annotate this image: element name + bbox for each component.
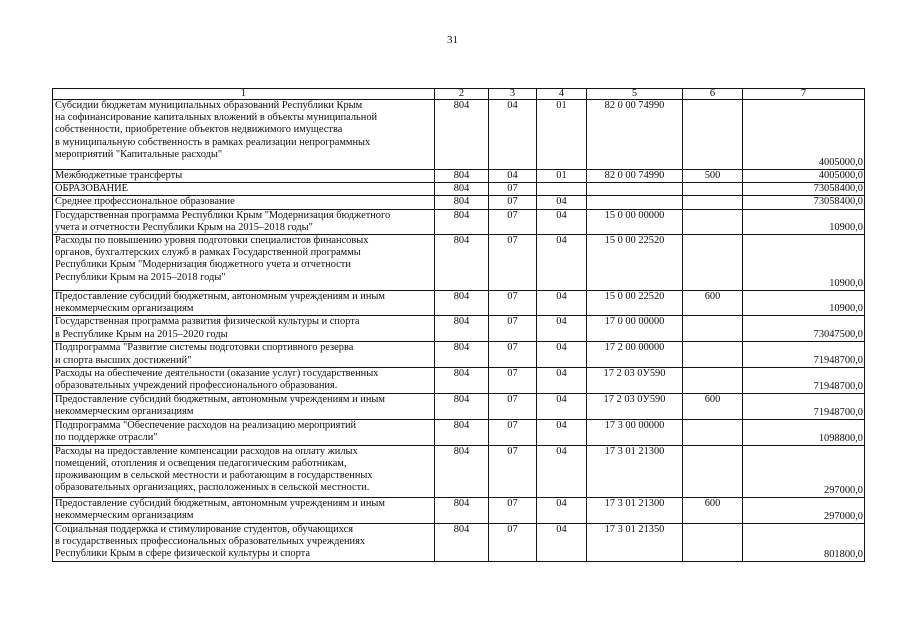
row-code-3-cell: 04 bbox=[489, 100, 537, 170]
row-code-2-cell: 804 bbox=[435, 316, 489, 342]
header-cell-7: 7 bbox=[743, 89, 865, 100]
row-name-cell: Расходы на предоставление компенсации расходов на оплату жилых помещений, отопления и освещения педагогическим работникам, проживающим в сельской местности и работающим в государственных образовательных организациях, расположенных в сельской местности. bbox=[53, 445, 435, 497]
row-code-3-cell: 07 bbox=[489, 393, 537, 419]
table-row bbox=[53, 291, 865, 316]
row-code-4-cell: 04 bbox=[537, 209, 587, 234]
row-code-4-cell: 04 bbox=[537, 497, 587, 523]
row-name-cell: Подпрограмма "Обеспечение расходов на реализацию мероприятий по поддержке отрасли" bbox=[53, 419, 435, 445]
header-row bbox=[53, 89, 865, 100]
row-amount-cell: 1098800,0 bbox=[743, 419, 865, 445]
row-name-cell: ОБРАЗОВАНИЕ bbox=[53, 183, 435, 196]
row-code-4-cell: 04 bbox=[537, 367, 587, 393]
row-code-3-cell: 07 bbox=[489, 367, 537, 393]
row-code-2-cell: 804 bbox=[435, 209, 489, 234]
row-code-6-cell bbox=[683, 419, 743, 445]
row-code-5-cell: 17 2 03 0У590 bbox=[587, 393, 683, 419]
header-cell-5: 5 bbox=[587, 89, 683, 100]
row-code-5-cell: 17 2 03 0У590 bbox=[587, 367, 683, 393]
row-code-6-cell bbox=[683, 523, 743, 561]
row-amount-cell: 801800,0 bbox=[743, 523, 865, 561]
row-code-3-cell: 07 bbox=[489, 196, 537, 209]
table-row bbox=[53, 183, 865, 196]
row-code-2-cell: 804 bbox=[435, 445, 489, 497]
row-amount-cell: 10900,0 bbox=[743, 209, 865, 234]
row-code-6-cell bbox=[683, 196, 743, 209]
row-code-3-cell: 07 bbox=[489, 183, 537, 196]
row-code-5-cell: 17 3 01 21300 bbox=[587, 445, 683, 497]
row-code-2-cell: 804 bbox=[435, 100, 489, 170]
header-cell-6: 6 bbox=[683, 89, 743, 100]
row-code-2-cell: 804 bbox=[435, 235, 489, 291]
row-code-4-cell: 04 bbox=[537, 316, 587, 342]
table-row bbox=[53, 367, 865, 393]
row-code-2-cell: 804 bbox=[435, 523, 489, 561]
row-code-2-cell: 804 bbox=[435, 367, 489, 393]
table-row bbox=[53, 523, 865, 561]
row-name-cell: Расходы на обеспечение деятельности (оказание услуг) государственных образовательных учреждений профессионального образования. bbox=[53, 367, 435, 393]
row-amount-cell: 73047500,0 bbox=[743, 316, 865, 342]
row-name-cell: Предоставление субсидий бюджетным, автономным учреждениям и иным некоммерческим организациям bbox=[53, 497, 435, 523]
row-code-5-cell: 15 0 00 22520 bbox=[587, 235, 683, 291]
row-amount-cell: 4005000,0 bbox=[743, 170, 865, 183]
row-amount-cell: 71948700,0 bbox=[743, 367, 865, 393]
row-name-cell: Социальная поддержка и стимулирование студентов, обучающихся в государственных профессиональных образовательных учреждениях Республики Крым в сфере физической культуры и спорта bbox=[53, 523, 435, 561]
table-row bbox=[53, 497, 865, 523]
row-name-cell: Предоставление субсидий бюджетным, автономным учреждениям и иным некоммерческим организациям bbox=[53, 291, 435, 316]
row-code-3-cell: 07 bbox=[489, 235, 537, 291]
row-code-2-cell: 804 bbox=[435, 170, 489, 183]
row-code-3-cell: 07 bbox=[489, 419, 537, 445]
header-cell-3: 3 bbox=[489, 89, 537, 100]
budget-table bbox=[52, 88, 865, 562]
header-cell-2: 2 bbox=[435, 89, 489, 100]
row-code-3-cell: 07 bbox=[489, 316, 537, 342]
row-code-5-cell bbox=[587, 183, 683, 196]
row-code-6-cell: 600 bbox=[683, 291, 743, 316]
row-code-6-cell bbox=[683, 235, 743, 291]
row-amount-cell: 10900,0 bbox=[743, 235, 865, 291]
row-code-4-cell: 01 bbox=[537, 170, 587, 183]
row-code-5-cell: 17 3 01 21300 bbox=[587, 497, 683, 523]
row-amount-cell: 73058400,0 bbox=[743, 183, 865, 196]
row-code-6-cell bbox=[683, 342, 743, 367]
table-row bbox=[53, 342, 865, 367]
header-cell-1: 1 bbox=[53, 89, 435, 100]
row-code-4-cell: 04 bbox=[537, 235, 587, 291]
row-amount-cell: 297000,0 bbox=[743, 497, 865, 523]
row-code-3-cell: 07 bbox=[489, 342, 537, 367]
row-name-cell: Предоставление субсидий бюджетным, автономным учреждениям и иным некоммерческим организациям bbox=[53, 393, 435, 419]
row-name-cell: Подпрограмма "Развитие системы подготовки спортивного резерва и спорта высших достижений" bbox=[53, 342, 435, 367]
row-amount-cell: 73058400,0 bbox=[743, 196, 865, 209]
row-code-4-cell: 04 bbox=[537, 523, 587, 561]
row-code-6-cell bbox=[683, 183, 743, 196]
row-code-4-cell: 01 bbox=[537, 100, 587, 170]
row-code-4-cell: 04 bbox=[537, 393, 587, 419]
row-code-5-cell: 15 0 00 22520 bbox=[587, 291, 683, 316]
row-code-3-cell: 07 bbox=[489, 497, 537, 523]
row-code-3-cell: 07 bbox=[489, 209, 537, 234]
row-code-6-cell bbox=[683, 100, 743, 170]
row-code-3-cell: 07 bbox=[489, 523, 537, 561]
row-code-5-cell bbox=[587, 196, 683, 209]
row-name-cell: Расходы по повышению уровня подготовки специалистов финансовых органов, бухгалтерских служб в рамках Государственной программы Республики Крым "Модернизация бюджетного учета и отчетности Республики Крым на 2015–2018 годы" bbox=[53, 235, 435, 291]
row-code-5-cell: 82 0 00 74990 bbox=[587, 100, 683, 170]
row-code-3-cell: 07 bbox=[489, 291, 537, 316]
table-row bbox=[53, 235, 865, 291]
row-code-6-cell bbox=[683, 316, 743, 342]
table-row bbox=[53, 209, 865, 234]
row-code-4-cell: 04 bbox=[537, 419, 587, 445]
row-code-2-cell: 804 bbox=[435, 393, 489, 419]
row-code-5-cell: 17 3 01 21350 bbox=[587, 523, 683, 561]
row-code-2-cell: 804 bbox=[435, 342, 489, 367]
row-code-6-cell bbox=[683, 367, 743, 393]
row-name-cell: Субсидии бюджетам муниципальных образований Республики Крым на софинансирование капитальных вложений в объекты муниципальной собственности, приобретение объектов недвижимого имущества в муниципальную собственность в рамках реализации непрограммных мероприятий "Капитальные расходы" bbox=[53, 100, 435, 170]
row-code-2-cell: 804 bbox=[435, 291, 489, 316]
row-code-4-cell: 04 bbox=[537, 342, 587, 367]
row-name-cell: Государственная программа развития физической культуры и спорта в Республике Крым на 2015–2020 годы bbox=[53, 316, 435, 342]
row-code-4-cell: 04 bbox=[537, 445, 587, 497]
header-cell-4: 4 bbox=[537, 89, 587, 100]
row-code-5-cell: 17 3 00 00000 bbox=[587, 419, 683, 445]
row-code-6-cell: 600 bbox=[683, 497, 743, 523]
row-amount-cell: 10900,0 bbox=[743, 291, 865, 316]
row-code-2-cell: 804 bbox=[435, 419, 489, 445]
row-code-6-cell: 600 bbox=[683, 393, 743, 419]
table-body bbox=[53, 89, 865, 562]
row-name-cell: Среднее профессиональное образование bbox=[53, 196, 435, 209]
row-code-2-cell: 804 bbox=[435, 183, 489, 196]
row-code-5-cell: 15 0 00 00000 bbox=[587, 209, 683, 234]
row-amount-cell: 71948700,0 bbox=[743, 393, 865, 419]
row-code-5-cell: 82 0 00 74990 bbox=[587, 170, 683, 183]
row-code-6-cell bbox=[683, 209, 743, 234]
table-row bbox=[53, 100, 865, 170]
row-amount-cell: 297000,0 bbox=[743, 445, 865, 497]
table-row bbox=[53, 316, 865, 342]
row-code-3-cell: 04 bbox=[489, 170, 537, 183]
row-amount-cell: 4005000,0 bbox=[743, 100, 865, 170]
table-row bbox=[53, 419, 865, 445]
table-row bbox=[53, 445, 865, 497]
row-code-2-cell: 804 bbox=[435, 196, 489, 209]
row-code-3-cell: 07 bbox=[489, 445, 537, 497]
row-code-5-cell: 17 0 00 00000 bbox=[587, 316, 683, 342]
row-code-5-cell: 17 2 00 00000 bbox=[587, 342, 683, 367]
row-code-2-cell: 804 bbox=[435, 497, 489, 523]
table-row bbox=[53, 393, 865, 419]
page-number: 31 bbox=[447, 34, 458, 46]
table-row bbox=[53, 196, 865, 209]
row-code-4-cell: 04 bbox=[537, 196, 587, 209]
row-name-cell: Государственная программа Республики Крым "Модернизация бюджетного учета и отчетности Республики Крым на 2015–2018 годы" bbox=[53, 209, 435, 234]
row-amount-cell: 71948700,0 bbox=[743, 342, 865, 367]
row-code-4-cell bbox=[537, 183, 587, 196]
row-code-6-cell: 500 bbox=[683, 170, 743, 183]
row-code-4-cell: 04 bbox=[537, 291, 587, 316]
table-row bbox=[53, 170, 865, 183]
row-code-6-cell bbox=[683, 445, 743, 497]
row-name-cell: Межбюджетные трансферты bbox=[53, 170, 435, 183]
